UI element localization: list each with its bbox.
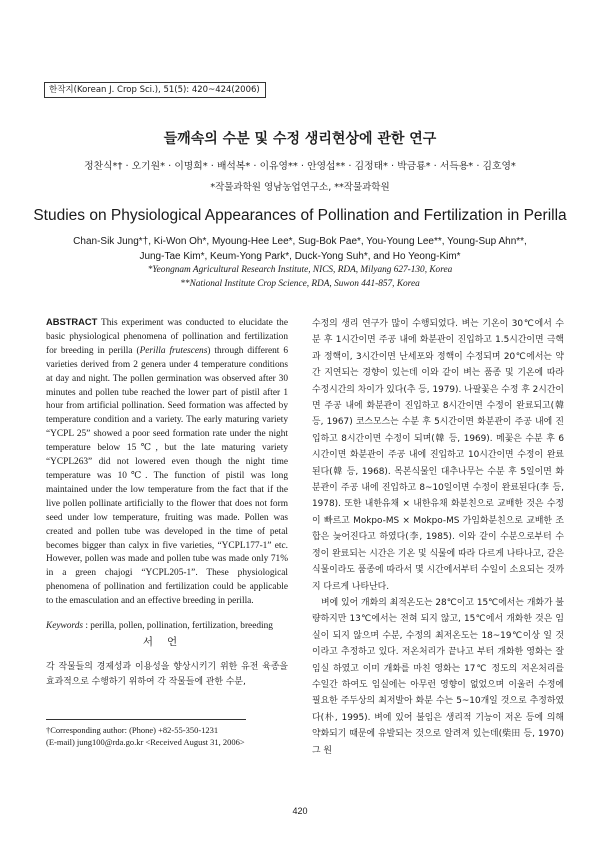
body-column-right — [312, 316, 564, 759]
english-title: Studies on Physiological Appearances of Pollination and Fertilization in Perilla — [33, 207, 567, 224]
body-paragraph-1: 수정의 생리 연구가 많이 수행되었다. 벼는 기온이 30℃에서 수분 후 1시간이면 주공 내에 화분관이 진입하고 1.5시간이면 극핵과 정핵이, 3시간이면 난세포와 정핵이 수정되며 20℃에서는 약간 지연되는 경향이 있는데 이와 같이 벼는 품종 및 기온에 따라 수정시간의 차이가 있다(추 등, 1979). 나팔꽃은 수정 후 2시간이면 주공 내에 화분관이 진입하고 8시간이면 수정이 완료되고(韓 등, 1967) 코스모스는 수분 후 5시간이면 화분관이 주공 내에 진입하고 8시간이면 수정이 되며(韓 등, 1969). 메꽃은 수분 후 6시간이면 화분관이 주공 내에 진입하고 10시간이면 수정이 완료된다(韓 등, 1968). 목본식물인 대추나무는 수분 후 5일이면 화분관이 주공 내에 진입하고 8~10일이면 수정이 완료된다(李 등, 1978). 또한 내한유채 × 내한유채 화분친으로 교배한 것은 수정이 빠르고 Mokpo-MS × Mokpo-MS 가임화분친으로 교배한 조합은 늦어진다고 하였다(李, 1985). 이와 같이 수분으로부터 수정이 완료되는 시간은 기온 및 식물에 따라 다르게 나타나고, 같은 식물이라도 품종에 따라서 몇 시간에서부터 수일이 소요되는 것까지 다르게 나타난다. — [312, 319, 564, 592]
abstract-text-post: ) through different 6 varieties derived from 2 genera under 4 temperature conditions at day and night. The pollen germination was observed after 30 minutes and pollen tube reached the lower part of pistil after 1 hour from artificial pollination. Seed formation was affected by temperature condition and a variety. The early maturing variety “YCPL 25” showed a poor seed formation rate under the night temperature below 15℃, but the late maturing variety “YCPL263” did not lowered even though the night time temperature was 10℃. The function of pistil was long maintained under the low temperature from the fact that if the live pollen pollinate artificially to the flower that does not form seed under low temperature, fruiting was made. Pollen was created and pollen tube was developed in the time of petal becomes bigger than calyx in five varieties, “YCPL177-1” etc. However, pollen was made and pollen tube was made only 71% in a green chajogi “YCPL205-1”. These physiological phenomena of pollination and fertilization could be applicable to the emasculation and an effective breeding in perilla. — [46, 345, 288, 607]
footnote-corresponding-author: †Corresponding author: (Phone) +82-55-350-1231 — [46, 725, 219, 735]
body-paragraph-2: 벼에 있어 개화의 최적온도는 28℃이고 15℃에서는 개화가 불량하지만 13℃에서는 전혀 되지 않고, 15℃에서 개화한 것은 임실이 되지 않으며 수분, 수정의 최저온도는 18~19℃이상 일 것이라고 추정하고 있다. 저온처리가 끝나고 부터 개화한 영화는 잘 임실 하였고 이미 개화를 마친 영화는 17℃ 정도의 저온처리를 수일간 하여도 임실에는 아무런 영향이 없었으며 이울러 수정에 필요한 주두상의 최저발아 화분 수는 5~10개일 것으로 추정하였다(朴, 1995). 벼에 있어 불임은 생리적 기능이 저온 등에 의해 약화되기 때문에 유발되는 것으로 알려져 있는데(柴田 등, 1970) 그 원 — [312, 597, 564, 756]
footnote-divider — [46, 719, 246, 720]
page-number: 420 — [292, 806, 308, 816]
korean-authors: 정찬식*† · 오기원* · 이명희* · 배석복* · 이유영** · 안영섭** · 김정태* · 박금룡* · 서득용* · 김호영* — [84, 161, 516, 172]
keywords-label: Keywords — [46, 621, 84, 632]
keywords-text: : perilla, pollen, pollination, fertilization, breeding — [83, 621, 273, 632]
abstract — [46, 316, 288, 609]
english-authors-line-2: Jung-Tae Kim*, Keum-Yong Park*, Duck-Yong Suh*, and Ho Yeong-Kim* — [139, 251, 461, 262]
abstract-text-pre: This experiment was conducted to elucidate the basic physiological phenomena of pollination and fertilization for breeding in perilla ( — [46, 318, 288, 356]
journal-citation: 한작지(Korean J. Crop Sci.), 51(5): 420~424(2006) — [44, 82, 266, 98]
english-affiliation-line-1: *Yeongnam Agricultural Research Institute, NICS, RDA, Milyang 627-130, Korea — [147, 265, 453, 275]
english-affiliation-line-2: **National Institute Crop Science, RDA, Suwon 441-857, Korea — [180, 278, 420, 289]
abstract-column — [46, 316, 288, 634]
footnote-email-received: (E-mail) jung100@rda.go.kr <Received August 31, 2006> — [46, 737, 245, 747]
footnote — [46, 724, 294, 748]
keywords — [46, 620, 288, 634]
korean-affiliation: *작물과학원 영남농업연구소, **작물과학원 — [210, 182, 390, 193]
abstract-species: Perilla frutescens — [139, 345, 208, 356]
english-authors — [0, 234, 600, 264]
english-affiliation — [0, 264, 600, 291]
english-authors-line-1: Chan-Sik Jung*†, Ki-Won Oh*, Myoung-Hee Lee*, Sug-Bok Pae*, You-Young Lee**, Young-Sup Ahn**, — [73, 236, 527, 247]
introduction-text-left: 각 작물들의 경제성과 이용성을 향상시키기 위한 유전 육종을 효과적으로 수행하기 위하여 각 작물들에 관한 수분, — [46, 662, 288, 687]
section-heading-introduction: 서언 — [142, 636, 192, 648]
korean-title: 들깨속의 수분 및 수정 생리현상에 관한 연구 — [163, 131, 437, 147]
abstract-label: ABSTRACT — [46, 317, 98, 327]
